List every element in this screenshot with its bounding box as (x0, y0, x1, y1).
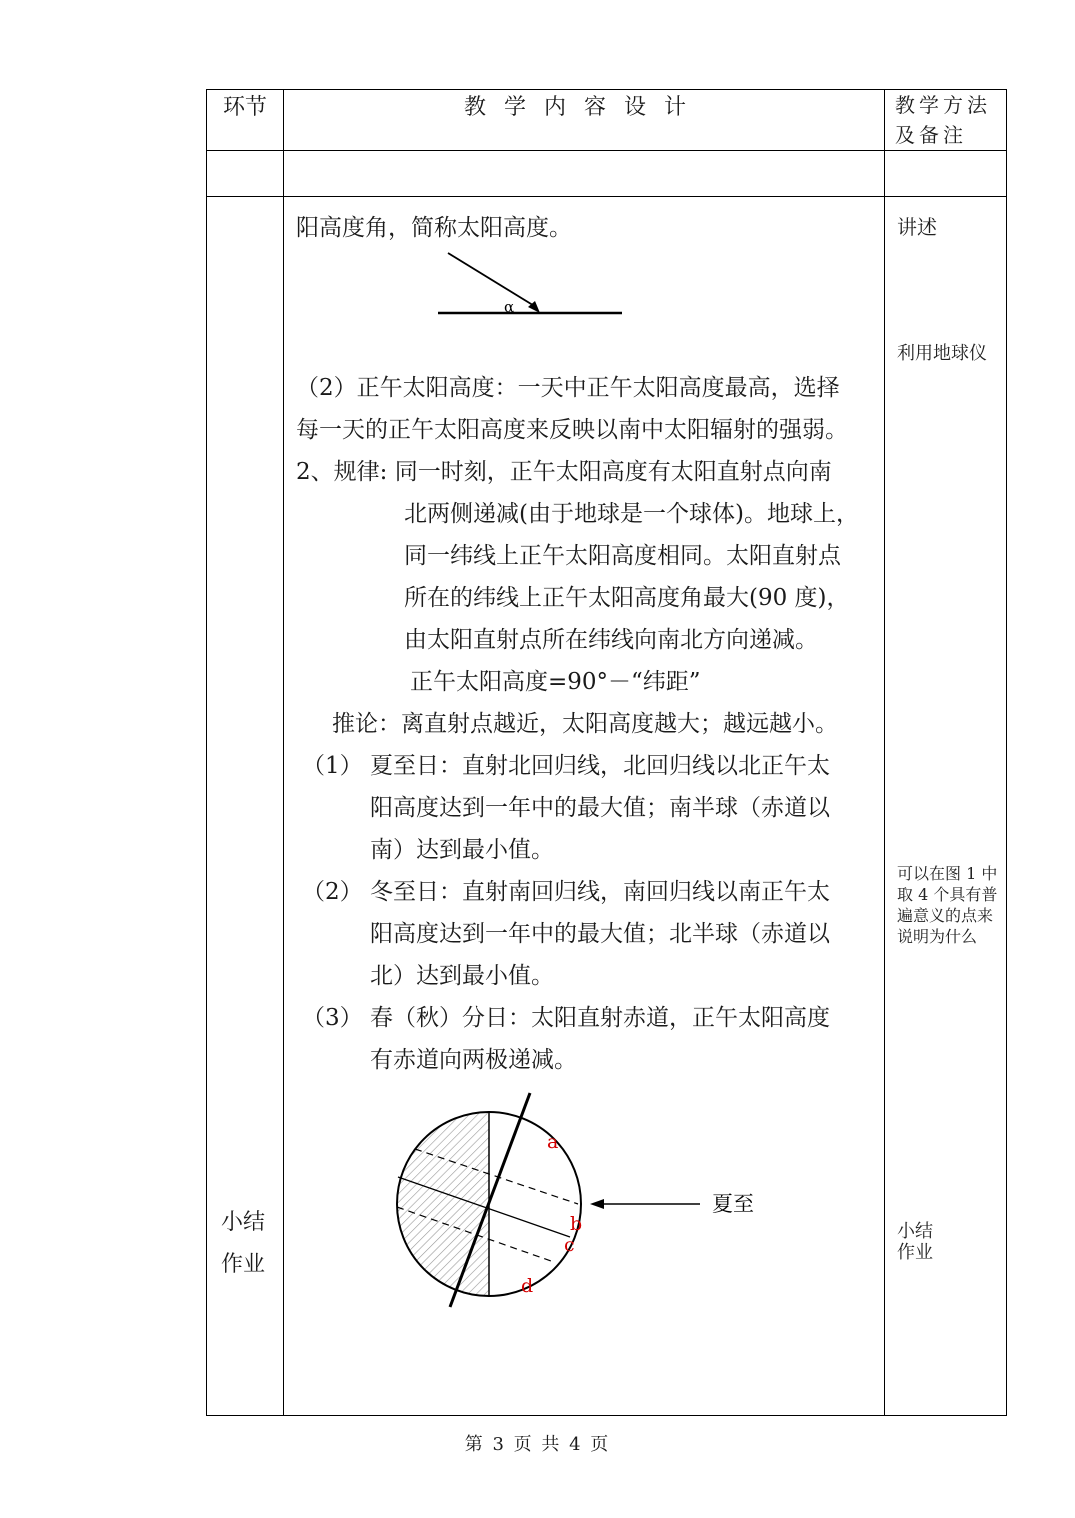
content-cell (284, 197, 885, 1416)
content-line: 夏至日：直射北回归线，北回归线以北正午太 (370, 753, 830, 779)
list-number: （3） (302, 1005, 363, 1031)
summer-solstice-label: 夏至 (712, 1192, 754, 1216)
section-cell (207, 197, 284, 1416)
sun-angle-diagram (424, 247, 624, 327)
content-line: 阳高度角，简称太阳高度。 (296, 215, 572, 241)
point-label-c: c (564, 1234, 575, 1256)
note-homework: 作业 (897, 1242, 933, 1263)
content-line: 南）达到最小值。 (370, 837, 554, 863)
content-line: 推论：离直射点越近，太阳高度越大；越远越小。 (332, 711, 838, 737)
note-summary: 小结 (897, 1221, 933, 1242)
content-line: 阳高度达到一年中的最大值；北半球（赤道以 (370, 921, 830, 947)
page-footer: 第 3 页 共 4 页 (464, 1434, 611, 1455)
content-line: 2、规律: 同一时刻，正午太阳高度有太阳直射点向南 (296, 459, 832, 485)
note-globe: 利用地球仪 (897, 343, 987, 364)
content-line: 阳高度达到一年中的最大值；南半球（赤道以 (370, 795, 830, 821)
content-line: 北）达到最小值。 (370, 963, 554, 989)
note-explain-points: 可以在图 1 中取 4 个具有普遍意义的点来说明为什么 (897, 864, 998, 946)
angle-label: α (504, 298, 515, 316)
content-line: （2）正午太阳高度：一天中正午太阳高度最高，选择 (296, 375, 840, 401)
header-content-design: 教学内容设计 (284, 90, 885, 151)
point-label-a: a (547, 1131, 559, 1153)
section-label-homework: 作业 (221, 1252, 266, 1277)
header-method-line2: 及备注 (895, 123, 967, 147)
section-label-summary: 小结 (221, 1210, 266, 1235)
content-line: 北两侧递减(由于地球是一个球体)。地球上， (404, 501, 859, 527)
table-header-row (207, 90, 1007, 151)
content-line: 冬至日：直射南回归线，南回归线以南正午太 (370, 879, 830, 905)
content-line: 由太阳直射点所在纬线向南北方向递减。 (404, 627, 818, 653)
list-number: （1） (302, 753, 363, 779)
table-main-row (207, 197, 1007, 1416)
header-method-notes (885, 90, 1007, 151)
point-label-d: d (521, 1275, 534, 1297)
lesson-plan-table (206, 89, 1007, 1416)
content-line: 春（秋）分日：太阳直射赤道，正午太阳高度 (370, 1005, 830, 1031)
header-section: 环节 (207, 90, 284, 151)
point-label-b: b (570, 1213, 583, 1235)
table-blank-row (207, 151, 1007, 197)
content-line: 有赤道向两极递减。 (370, 1047, 577, 1073)
header-method-line1: 教学方法 (895, 93, 991, 117)
content-line: 每一天的正午太阳高度来反映以南中太阳辐射的强弱。 (296, 417, 848, 443)
formula-line: 正午太阳高度=90°－“纬距” (410, 669, 701, 695)
content-line: 所在的纬线上正午太阳高度角最大(90 度)， (404, 585, 850, 611)
sun-ray-line (448, 253, 536, 307)
note-lecture: 讲述 (897, 215, 937, 239)
sunlight-arrowhead (590, 1199, 604, 1209)
content-line: 同一纬线上正午太阳高度相同。太阳直射点 (404, 543, 841, 569)
list-number: （2） (302, 879, 363, 905)
earth-solstice-diagram (384, 1089, 844, 1319)
notes-cell (885, 197, 1007, 1416)
